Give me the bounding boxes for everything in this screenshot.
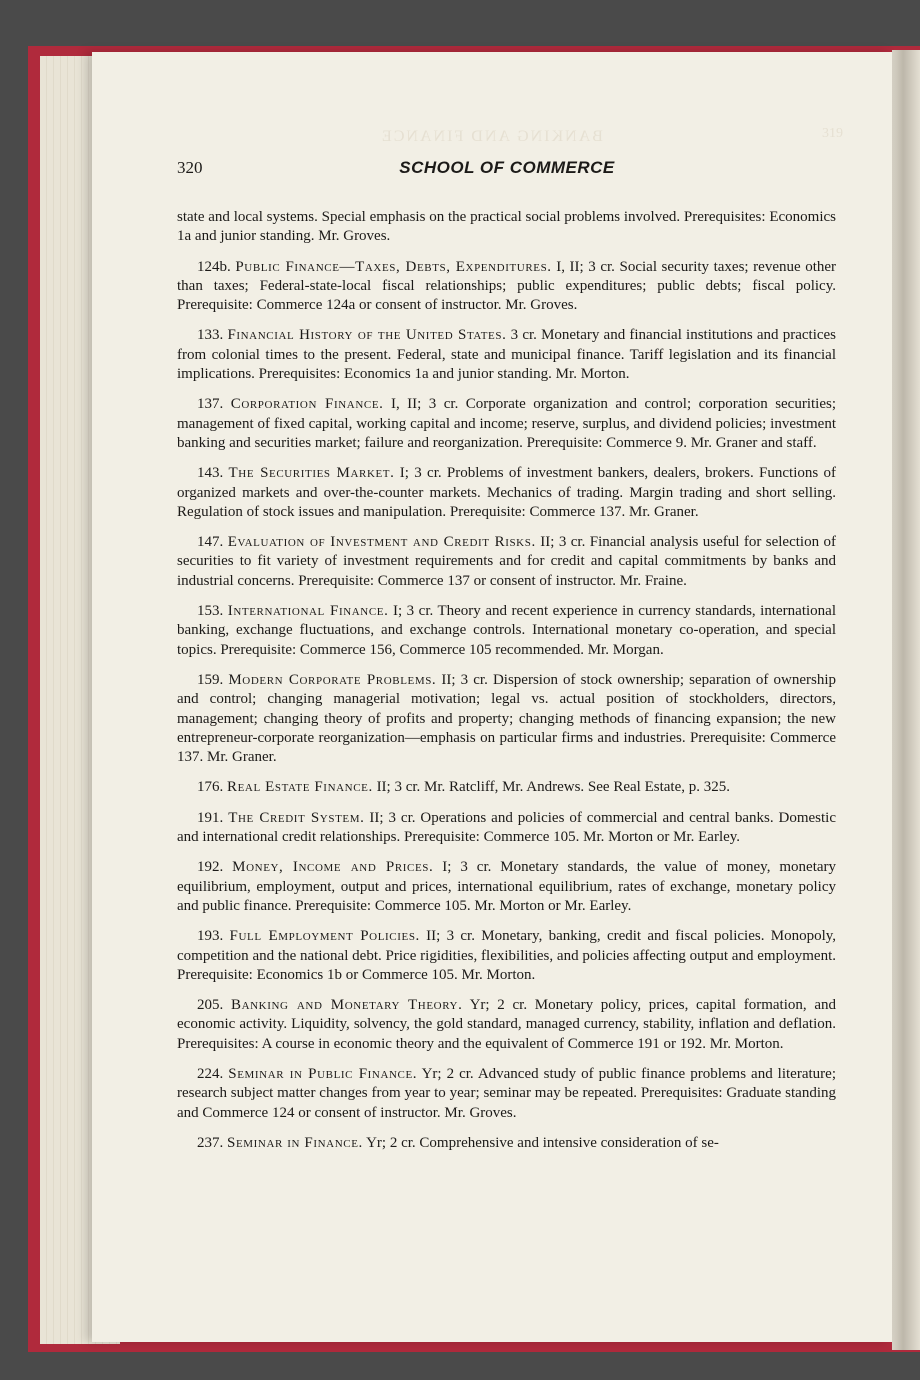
course-description: Yr; 2 cr. Advanced study of public finance problems and literature; research subject matter changes from year to year; seminar may be repeated. Prerequisites: Graduate standing and Commerce 124 or consent of instructor. Mr. Groves. bbox=[177, 1065, 836, 1121]
course-number: 143. bbox=[197, 465, 224, 482]
bleed-through-page-number: 319 bbox=[822, 126, 843, 141]
course-title: International Finance. bbox=[227, 603, 389, 620]
course-title: Real Estate Finance. bbox=[227, 779, 373, 796]
course-title: Financial History of the United States. bbox=[227, 327, 507, 344]
course-description: II; 3 cr. Monetary, banking, credit and fiscal policies. Monopoly, competition and the national debt. Price rigidities, flexibilities, and policies affecting output and employment. Prerequisite: Economics 1b or Commerce 105. Mr. Morton. bbox=[177, 928, 837, 983]
bleed-through-title: BANKING AND FINANCE bbox=[380, 128, 603, 145]
course-description: II; 3 cr. Financial analysis useful for selection of securities to fit variety of investment requirements and for credit and capital commitments by banks and industrial concerns. Prerequisite: Commerce 137 or consent of instructor. Mr. Fraine. bbox=[177, 534, 837, 589]
course-number: 153. bbox=[197, 603, 224, 620]
course-entry bbox=[177, 1134, 836, 1153]
course-number: 176. bbox=[197, 779, 224, 796]
facing-page-edge bbox=[892, 50, 920, 1350]
course-description: II; 3 cr. Operations and policies of commercial and central banks. Domestic and international credit relationships. Prerequisite: Commerce 105. Mr. Morton or Mr. Earley. bbox=[177, 809, 837, 846]
page-number: 320 bbox=[177, 158, 203, 177]
course-description: 3 cr. Monetary and financial institutions and practices from colonial times to the present. Federal, state and municipal finance. Tariff legislation and its financial implications. Prerequisites: Economics 1a and junior standing. Mr. Morton. bbox=[177, 327, 837, 383]
course-entry bbox=[177, 533, 836, 591]
course-entry bbox=[177, 927, 836, 985]
course-title: Modern Corporate Problems. bbox=[228, 671, 437, 688]
running-title: SCHOOL OF COMMERCE bbox=[399, 158, 615, 177]
course-number: 205. bbox=[197, 997, 224, 1014]
course-entry bbox=[177, 778, 836, 797]
course-number: 133. bbox=[197, 327, 224, 344]
course-title: Full Employment Policies. bbox=[229, 928, 420, 945]
course-entries bbox=[177, 258, 836, 1154]
course-number: 192. bbox=[197, 859, 224, 876]
course-entry bbox=[177, 258, 836, 316]
course-entry bbox=[177, 602, 836, 660]
course-number: 193. bbox=[197, 928, 224, 945]
course-number: 159. bbox=[197, 671, 224, 688]
course-title: Money, Income and Prices. bbox=[232, 859, 434, 876]
running-header bbox=[177, 158, 837, 184]
course-entry bbox=[177, 1065, 836, 1123]
course-entry bbox=[177, 809, 836, 848]
course-title: The Credit System. bbox=[228, 809, 365, 826]
course-entry bbox=[177, 464, 836, 522]
course-description: I, II; 3 cr. Social security taxes; revenue other than taxes; Federal-state-local fiscal relationships; public expenditures; public debts; fiscal policy. Prerequisite: Commerce 124a or consent of instructor. Mr. Groves. bbox=[177, 258, 837, 314]
course-description: II; 3 cr. Mr. Ratcliff, Mr. Andrews. See Real Estate, p. 325. bbox=[376, 779, 730, 796]
course-description: I; 3 cr. Problems of investment bankers, dealers, brokers. Functions of organized markets and over-the-counter markets. Mechanics of trading. Margin trading and short selling. Regulation of stock issues and manipulation. Prerequisite: Commerce 137. Mr. Graner. bbox=[177, 465, 836, 520]
course-entry bbox=[177, 326, 836, 384]
course-entry bbox=[177, 671, 836, 767]
course-title: Evaluation of Investment and Credit Risks. bbox=[227, 534, 536, 551]
course-description: Yr; 2 cr. Comprehensive and intensive consideration of se- bbox=[366, 1134, 719, 1151]
course-number: 224. bbox=[197, 1065, 224, 1082]
course-number: 124b. bbox=[197, 258, 231, 275]
course-title: Corporation Finance. bbox=[230, 396, 384, 413]
course-title: The Securities Market. bbox=[228, 465, 395, 482]
course-description: I; 3 cr. Theory and recent experience in currency standards, international banking, exchange fluctuations, and exchange controls. International monetary co-operation, and special topics. Prerequisite: Commerce 156, Commerce 105 recommended. Mr. Morgan. bbox=[177, 603, 836, 658]
course-title: Public Finance—Taxes, Debts, Expenditures. bbox=[235, 258, 552, 275]
course-entry bbox=[177, 996, 836, 1054]
course-number: 137. bbox=[197, 396, 224, 413]
course-number: 237. bbox=[197, 1134, 224, 1151]
course-description: I, II; 3 cr. Corporate organization and control; corporation securities; management of fixed capital, working capital and income; reserve, surplus, and dividend policies; investment banking and securities market; failure and reorganization. Prerequisite: Commerce 9. Mr. Graner and staff. bbox=[177, 396, 837, 451]
course-title: Banking and Monetary Theory. bbox=[230, 997, 463, 1014]
course-title: Seminar in Finance. bbox=[227, 1134, 363, 1151]
course-title: Seminar in Public Finance. bbox=[228, 1065, 418, 1082]
continuation-paragraph: state and local systems. Special emphasis on the practical social problems involved. Prerequisites: Economics 1a and junior standing. Mr. Groves. bbox=[177, 209, 836, 245]
course-number: 191. bbox=[197, 809, 224, 826]
course-entry bbox=[177, 395, 836, 453]
course-description: I; 3 cr. Monetary standards, the value of money, monetary equilibrium, employment, output and prices, international equilibrium, rates of exchange, monetary policy and public finance. Prerequisite: Commerce 105. Mr. Morton or Mr. Earley. bbox=[177, 859, 837, 914]
course-number: 147. bbox=[197, 534, 224, 551]
course-description: II; 3 cr. Dispersion of stock ownership; separation of ownership and control; changing managerial motivation; legal vs. actual position of stockholders, directors, management; changing theory of profits and property; changing methods of financing expansion; the new entrepreneur-corporate reorganization—emphasis on particular firms and industries. Prerequisite: Commerce 137. Mr. Graner. bbox=[177, 671, 837, 766]
course-description: Yr; 2 cr. Monetary policy, prices, capital formation, and economic activity. Liquidity, solvency, the gold standard, managed currency, stability, inflation and deflation. Prerequisites: A course in economic theory and the equivalent of Commerce 191 or 192. Mr. Morton. bbox=[177, 997, 837, 1052]
course-listing bbox=[177, 208, 836, 1164]
course-entry bbox=[177, 858, 836, 916]
